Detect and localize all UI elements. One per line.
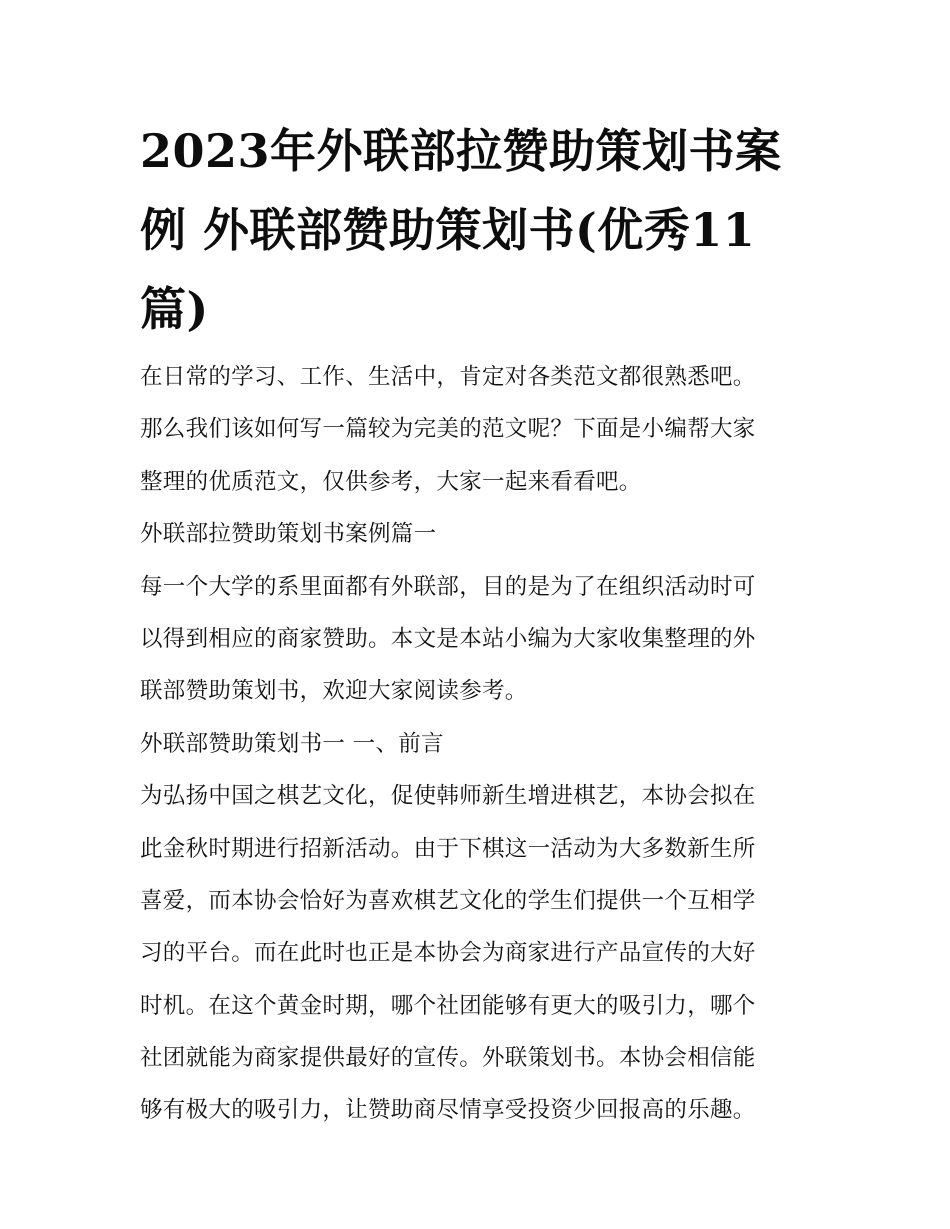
body-line-preface-3: 喜爱，而本协会恰好为喜欢棋艺文化的学生们提供一个互相学 [140,887,756,914]
body-line-preface-5: 时机。在这个黄金时期，哪个社团能够有更大的吸引力，哪个 [140,992,756,1019]
section-heading-part-one: 外联部拉赞助策划书案例篇一 [140,521,437,548]
body-line-section-3: 联部赞助策划书，欢迎大家阅读参考。 [140,678,528,705]
section-heading-preface: 外联部赞助策划书一 一、前言 [140,730,444,757]
body-line-section-2: 以得到相应的商家赞助。本文是本站小编为大家收集整理的外 [140,625,756,652]
document-title [140,112,812,349]
body-line-intro-2: 那么我们该如何写一篇较为完美的范文呢？下面是小编帮大家 [140,416,756,443]
document-body [140,351,812,1137]
body-line-preface-7: 够有极大的吸引力，让赞助商尽情享受投资少回报高的乐趣。 [140,1097,756,1124]
body-line-preface-6: 社团就能为商家提供最好的宣传。外联策划书。本协会相信能 [140,1045,756,1072]
body-line-preface-2: 此金秋时期进行招新活动。由于下棋这一活动为大多数新生所 [140,835,756,862]
body-line-preface-1: 为弘扬中国之棋艺文化，促使韩师新生增进棋艺，本协会拟在 [140,783,756,810]
body-line-intro-3: 整理的优质范文，仅供参考，大家一起来看看吧。 [140,468,642,495]
body-line-intro-1: 在日常的学习、工作、生活中，肯定对各类范文都很熟悉吧。 [140,364,756,390]
body-line-preface-4: 习的平台。而在此时也正是本协会为商家进行产品宣传的大好 [140,940,756,967]
title-line-3: 篇) [140,282,209,336]
body-line-section-1: 每一个大学的系里面都有外联部，目的是为了在组织活动时可 [140,573,756,600]
title-line-2: 例 外联部赞助策划书(优秀11 [140,203,756,257]
title-line-1: 2023年外联部拉赞助策划书案 [140,124,782,178]
